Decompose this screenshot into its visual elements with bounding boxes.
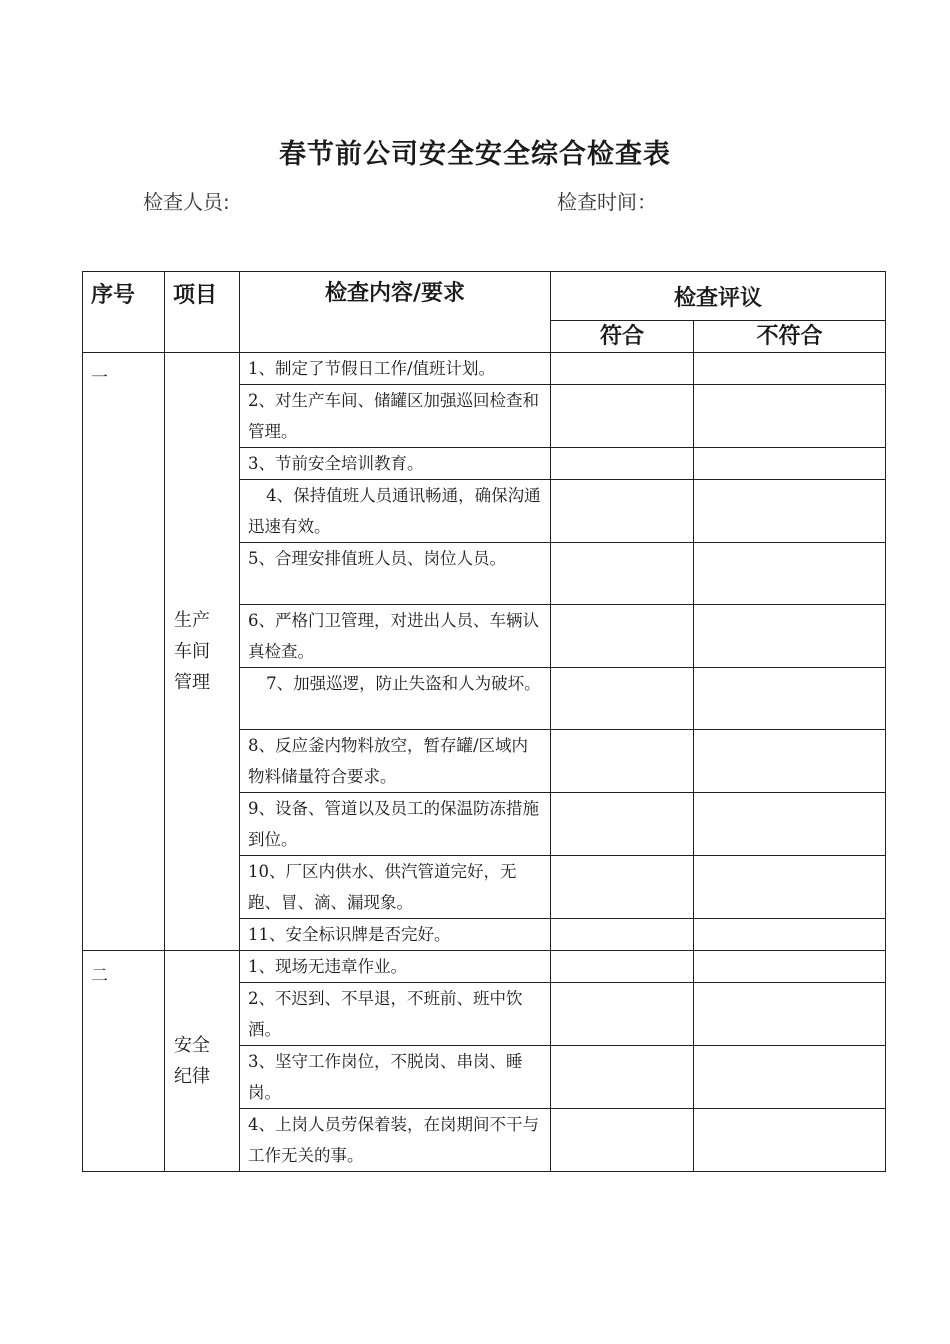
header-seq: 序号 xyxy=(83,272,165,353)
nonconform-cell[interactable] xyxy=(694,730,886,793)
nonconform-cell[interactable] xyxy=(694,983,886,1046)
conform-cell[interactable] xyxy=(551,793,694,856)
inspector-label: 检查人员: xyxy=(143,190,230,214)
check-item: 11、安全标识牌是否完好。 xyxy=(240,919,551,951)
check-item: 6、严格门卫管理，对进出人员、车辆认真检查。 xyxy=(240,605,551,668)
check-item: 3、坚守工作岗位，不脱岗、串岗、睡岗。 xyxy=(240,1046,551,1109)
nonconform-cell[interactable] xyxy=(694,385,886,448)
nonconform-cell[interactable] xyxy=(694,353,886,385)
check-item: 9、设备、管道以及员工的保温防冻措施到位。 xyxy=(240,793,551,856)
inspection-time-label: 检查时间： xyxy=(557,190,657,214)
nonconform-cell[interactable] xyxy=(694,951,886,983)
check-item: 8、反应釜内物料放空，暂存罐/区域内物料储量符合要求。 xyxy=(240,730,551,793)
conform-cell[interactable] xyxy=(551,1046,694,1109)
check-item: 5、合理安排值班人员、岗位人员。 xyxy=(240,543,551,605)
nonconform-cell[interactable] xyxy=(694,919,886,951)
section-project: 生产车间管理 xyxy=(165,353,240,951)
conform-cell[interactable] xyxy=(551,856,694,919)
header-conform: 符合 xyxy=(551,321,694,353)
header-content: 检查内容/要求 xyxy=(240,272,551,353)
table-row xyxy=(83,951,886,983)
conform-cell[interactable] xyxy=(551,1109,694,1172)
conform-cell[interactable] xyxy=(551,605,694,668)
conform-cell[interactable] xyxy=(551,730,694,793)
nonconform-cell[interactable] xyxy=(694,605,886,668)
check-item: 2、不迟到、不早退，不班前、班中饮酒。 xyxy=(240,983,551,1046)
nonconform-cell[interactable] xyxy=(694,448,886,480)
check-item: 2、对生产车间、储罐区加强巡回检查和管理。 xyxy=(240,385,551,448)
nonconform-cell[interactable] xyxy=(694,543,886,605)
conform-cell[interactable] xyxy=(551,951,694,983)
nonconform-cell[interactable] xyxy=(694,856,886,919)
nonconform-cell[interactable] xyxy=(694,480,886,543)
conform-cell[interactable] xyxy=(551,543,694,605)
nonconform-cell[interactable] xyxy=(694,668,886,730)
nonconform-cell[interactable] xyxy=(694,1046,886,1109)
conform-cell[interactable] xyxy=(551,668,694,730)
conform-cell[interactable] xyxy=(551,919,694,951)
section-project: 安全纪律 xyxy=(165,951,240,1172)
header-nonconform: 不符合 xyxy=(694,321,886,353)
check-item: 4、上岗人员劳保着装，在岗期间不干与工作无关的事。 xyxy=(240,1109,551,1172)
check-item: 1、制定了节假日工作/值班计划。 xyxy=(240,353,551,385)
checklist-table xyxy=(82,271,886,1172)
check-item: 1、现场无违章作业。 xyxy=(240,951,551,983)
header-review: 检查评议 xyxy=(551,272,886,321)
section-seq: 二 xyxy=(83,951,165,1172)
table-row xyxy=(83,353,886,385)
check-item: 7、加强巡逻，防止失盗和人为破坏。 xyxy=(240,668,551,730)
conform-cell[interactable] xyxy=(551,983,694,1046)
nonconform-cell[interactable] xyxy=(694,793,886,856)
conform-cell[interactable] xyxy=(551,448,694,480)
section-seq: 一 xyxy=(83,353,165,951)
conform-cell[interactable] xyxy=(551,385,694,448)
nonconform-cell[interactable] xyxy=(694,1109,886,1172)
page-title: 春节前公司安全安全综合检查表 xyxy=(279,139,671,170)
conform-cell[interactable] xyxy=(551,353,694,385)
header-project: 项目 xyxy=(165,272,240,353)
check-item: 4、保持值班人员通讯畅通，确保沟通迅速有效。 xyxy=(240,480,551,543)
conform-cell[interactable] xyxy=(551,480,694,543)
check-item: 10、厂区内供水、供汽管道完好，无跑、冒、滴、漏现象。 xyxy=(240,856,551,919)
check-item: 3、节前安全培训教育。 xyxy=(240,448,551,480)
